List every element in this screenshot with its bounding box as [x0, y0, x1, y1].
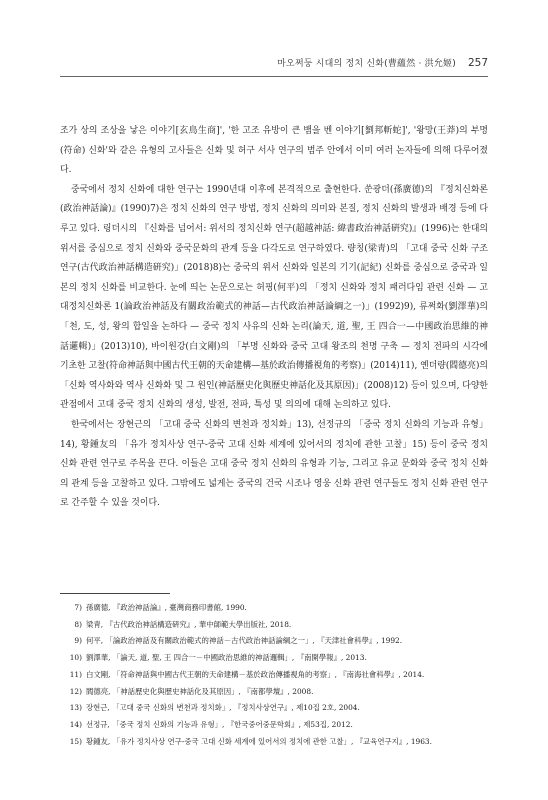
footnote-12 [60, 684, 488, 701]
footnote-text: 何平, 「論政治神話及有關政治範式的神話－古代政治神話論綱之一」, 『天津社會科學』, 1992. [86, 636, 403, 646]
footnote-text: 황鍾友, 「유가 정치사상 연구-중국 고대 신화 세계에 있어서의 정치에 관한 고찰」, 『교육연구지』, 1963. [86, 736, 432, 746]
page-header [60, 56, 488, 69]
footnote-text: 선정규, 「중국 정치 신화의 기능과 유형」, 『한국중어중문학회』, 제53집, 2012. [86, 719, 353, 729]
footnote-11 [60, 667, 488, 684]
footnote-text: 閻德亮, 「神話歷史化與歷史神話化及其原因」, 『南都學壇』, 2008. [86, 686, 314, 696]
footnote-text: 孫廣德, 『政治神話論』, 臺灣商務印書館, 1990. [86, 603, 247, 612]
footnote-13 [60, 700, 488, 717]
footnote-9 [60, 633, 488, 650]
body-paragraph-2: 중국에서 정치 신화에 대한 연구는 1990년대 이후에 본격적으로 출현한다. 쑨광더(孫廣德)의 『정치신화론(政治神話論)』(1990)7)은 정치 신화의 연구 방법, 정치 신화의 의미와 본질, 정치 신화의 발생과 배경 등에 다루고 있다. 링더시의 『신화를 넘어서: 위서의 정치신화 연구(超越神話: 緯書政治神話硏究)』(1996)는 한대의 위서를 중심으로 정치 신화와 중국문화의 관계 등을 다각도로 연구하였다. 량칭(梁靑)의 「고대 중국 신화 구조 연구(古代政治神話構造硏究)」(2018)8)는 중국의 위서 신화와 일본의 기기(記紀) 신화를 중심으로 중국과 일본의 정치 신화를 비교한다. 눈에 띄는 논문으로는 허핑(何平)의 「정치 신화와 정치 패러다임 관련 신화 — 고대정치신화론 1(論政治神話及有關政治範式的神話—古代政治神話論綱之一)」(1992)9), 류쩌화(劉澤華)의 「천, 도, 성, 왕의 합일을 논하다 — 중국 정치 사유의 신화 논리(論天, 道, 聖, 王 四合一—中國政治思維的神話邏輯)」(2013)10), 바이원강(白文剛)의 「부명 신화와 중국 고대 왕조의 천명 구축 — 정치 전파의 시각에 기초한 고찰(符命神話與中國古代王朝的天命建構—基於政治傳播視角的考察)」(2014)11), 옌더량(閻德亮)의 「신화 역사화와 역사 신화화 및 그 원인(神話歷史化與歷史神話化及其原因)」(2008)12) 등이 있으며, 다양한 관점에서 고대 중국 정치 신화의 생성, 발전, 전파, 특성 및 의의에 대해 논의하고 있다. [60, 184, 488, 411]
footnote-number: 9) [74, 636, 82, 646]
body-paragraph-1: 조가 상의 조상을 낳은 이야기[玄鳥生商]', '한 고조 유방이 큰 뱀을 벤 이야기[劉邦斬蛇]', '왕망(王莽)의 부명(符命) 신화'와 같은 유형의 고사들은 신화 및 허구 서사 연구의 범주 안에서 이미 여러 논자들에 의해 다루어졌다. [60, 126, 488, 176]
page-number: 257 [467, 57, 488, 69]
footnote-14 [60, 717, 488, 734]
footnote-number: 10) [69, 653, 82, 663]
footnote-8 [60, 617, 488, 634]
footnote-number: 8) [74, 619, 82, 629]
footnote-text: 白文剛, 「符命神話與中國古代王朝的天命建構－基於政治傳播視角的考察」, 『南海社會科學』, 2014. [86, 669, 425, 679]
footnote-number: 15) [69, 736, 82, 746]
footnote-divider [60, 593, 170, 594]
footnote-text: 장현근, 「고대 중국 신화의 변천과 정치화」, 『정치사상연구』, 제10집 2호, 2004. [86, 703, 360, 713]
footnote-number: 11) [69, 669, 82, 679]
footnote-10 [60, 650, 488, 667]
footnote-text: 梁靑, 『古代政治神話構造硏究』, 華中師範大學出版社, 2018. [86, 619, 292, 629]
body-text [60, 122, 488, 514]
footnote-number: 13) [69, 703, 82, 713]
footnotes [60, 600, 488, 750]
footnote-text: 劉澤華, 「論天, 道, 聖, 王 四合一－中國政治思維的神話邏輯」, 『南開學報』, 2013. [86, 653, 367, 663]
footnote-7 [60, 600, 488, 617]
footnote-number: 14) [69, 719, 82, 729]
running-title: 마오쩌둥 시대의 정치 신화(曹蘊然 · 洪允姬) [277, 59, 456, 69]
footnote-number: 7) [74, 603, 82, 612]
footnote-15 [60, 734, 488, 751]
header-rule [60, 76, 488, 77]
body-paragraph-3: 한국에서는 장현근의 「고대 중국 신화의 변천과 정치화」13), 선정규의 「중국 정치 신화의 기능과 유형」14), 황鍾友의 「유가 정치사상 연구-중국 고대 신화 세계에 있어서의 정치에 관한 고찰」15) 등이 중국 정치 신화 관련 연구로 주목을 끈다. 이들은 고대 중국 정치 신화의 유형과 기능, 그리고 유교 문화와 중국 정치 신화의 관계 등을 고찰하고 있다. 그밖에도 넓게는 중국의 건국 시조나 영웅 신화 관련 연구들도 정치 신화 관련 연구로 간주할 수 있을 것이다. [60, 419, 488, 509]
footnote-number: 12) [69, 686, 82, 696]
